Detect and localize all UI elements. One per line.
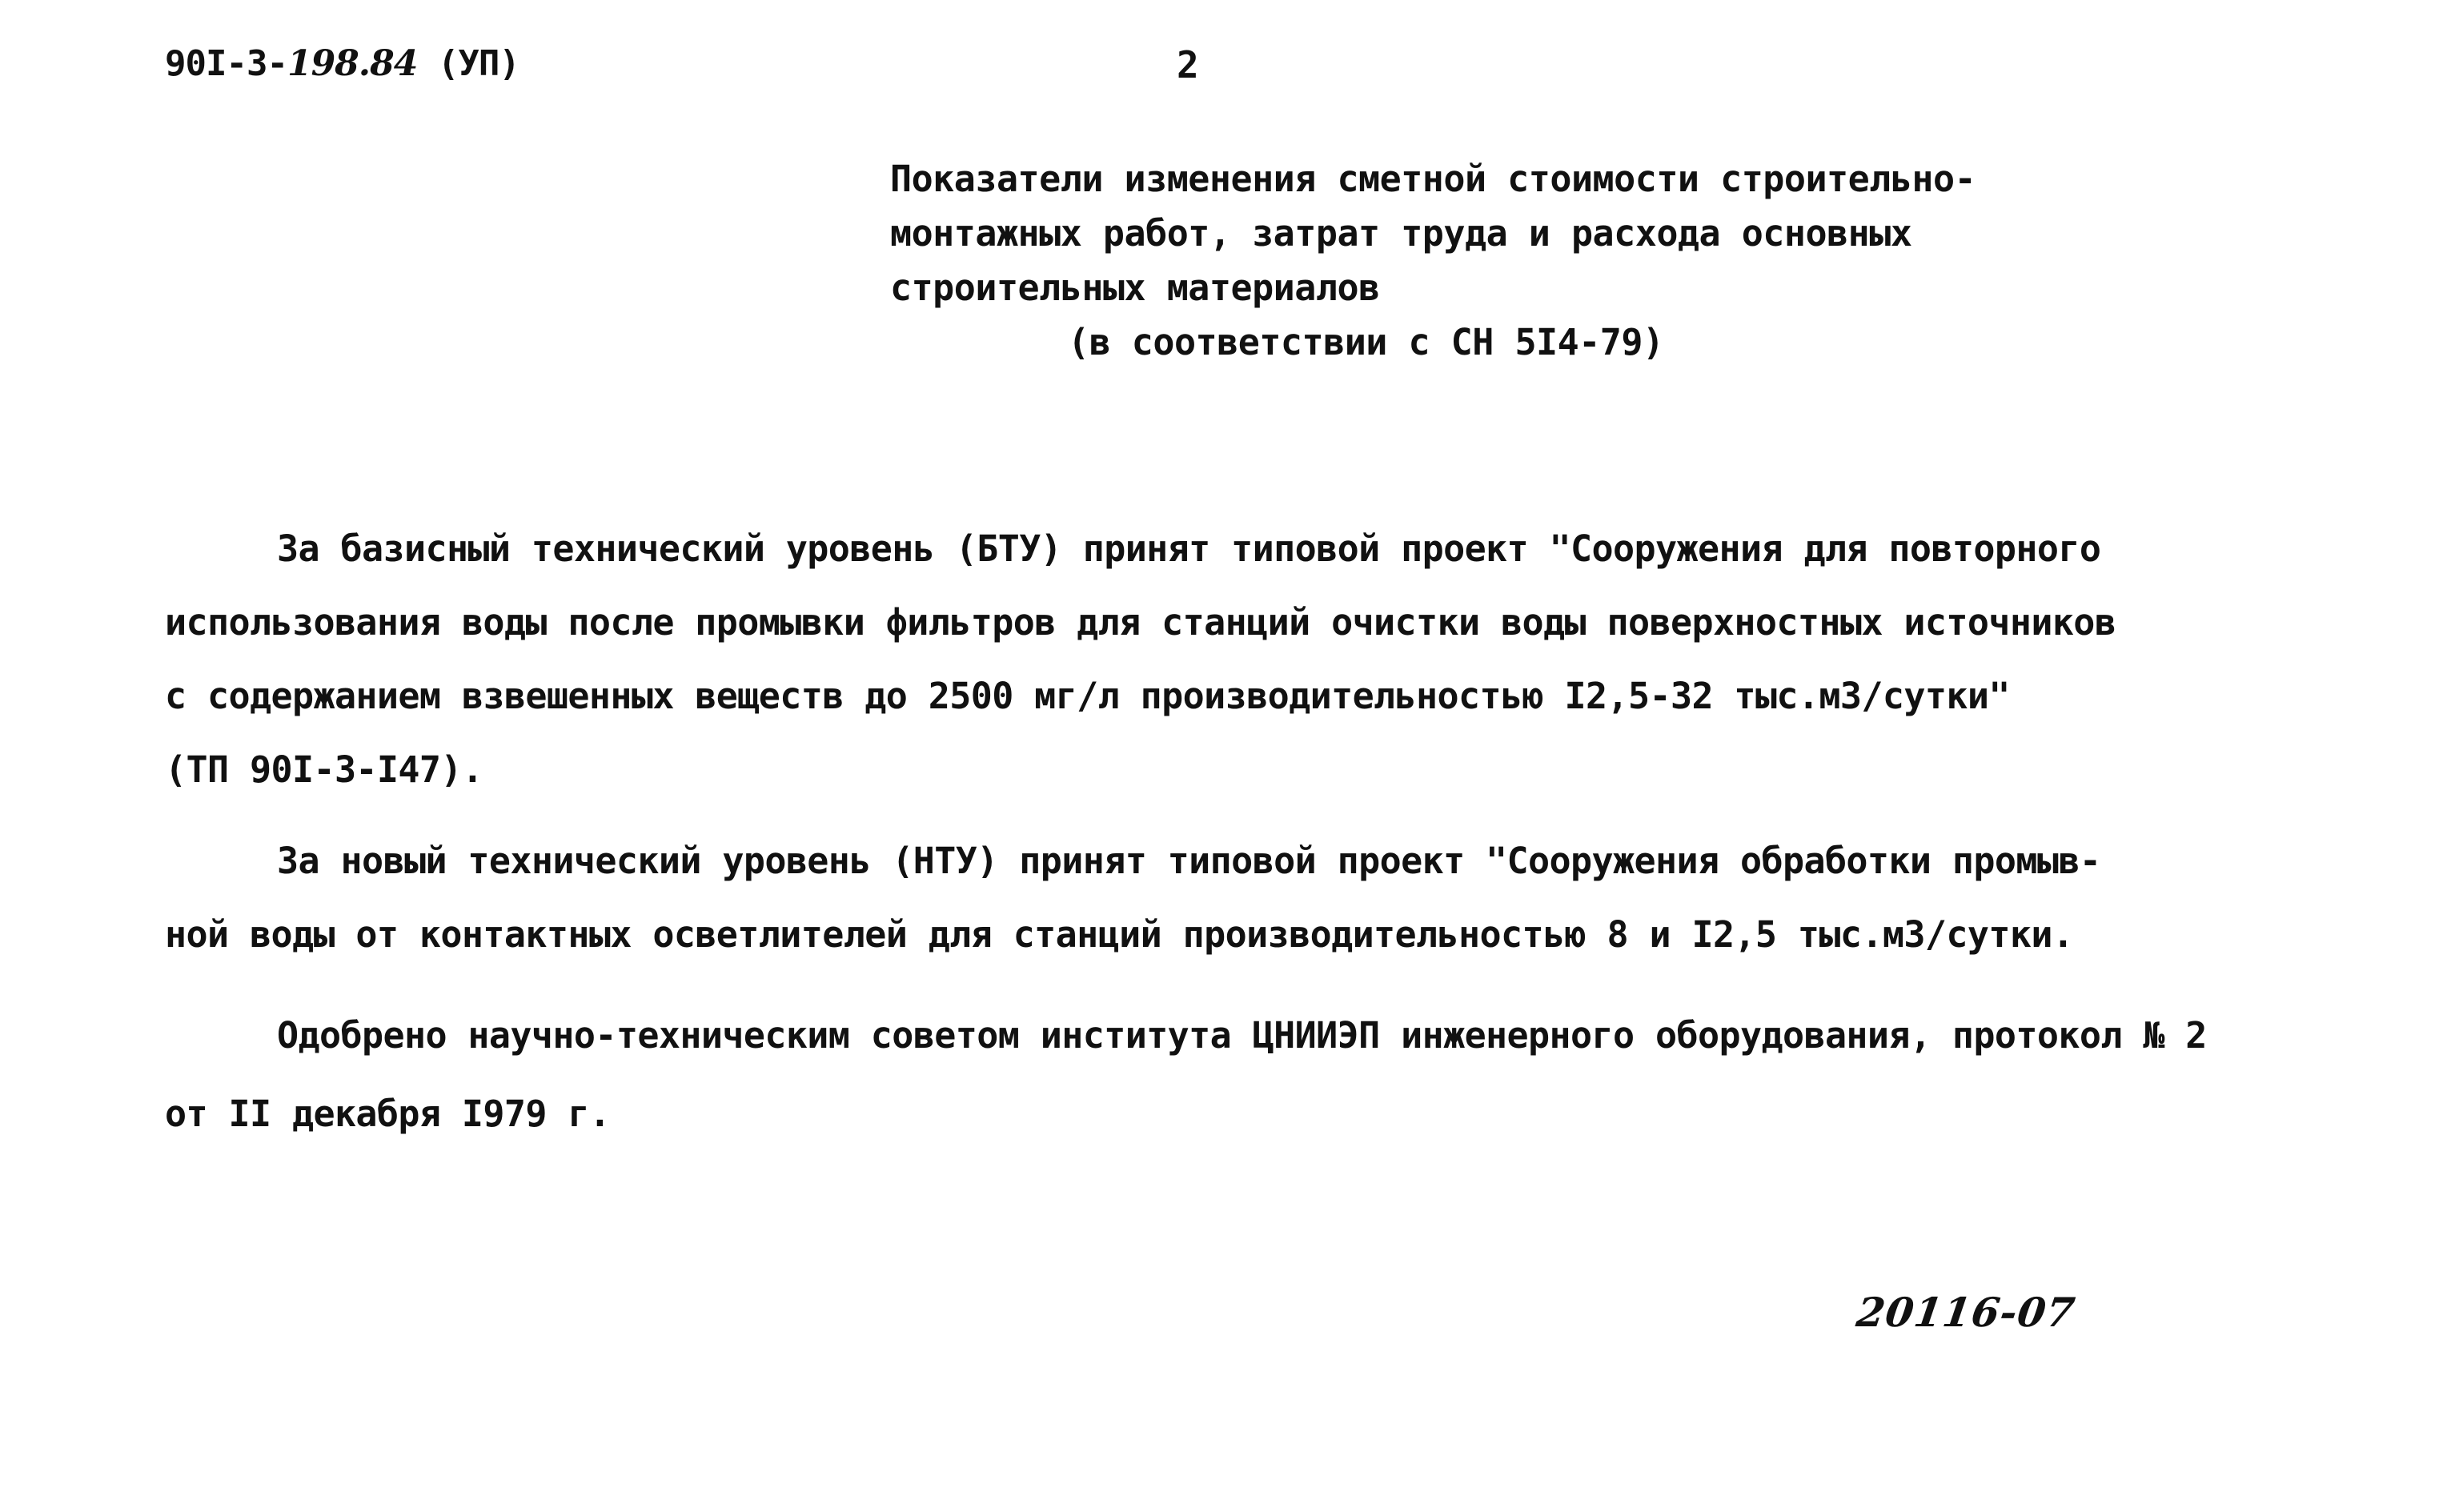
heading-line: строительных материалов (890, 267, 1380, 309)
heading-line: (в соответствии с СН 5I4-79) (1068, 321, 1664, 363)
paragraph-line: За базисный технический уровень (БТУ) принят типовой проект "Сооружения для повторного (277, 527, 2101, 570)
document-code (165, 43, 519, 84)
document-code-suffix: (УП) (417, 43, 519, 84)
paragraph-approval (165, 997, 2358, 1153)
page-number: 2 (1177, 43, 1199, 86)
inventory-number: 20116-07 (1853, 1289, 2079, 1336)
paragraph-line: За новый технический уровень (НТУ) принят типовой проект "Сооружения обработки промыв- (277, 840, 2101, 882)
document-code-prefix: 90I-3- (165, 43, 287, 84)
paragraph-line: Одобрено научно-техническим советом института ЦНИИЭП инженерного оборудования, протокол № 2 (277, 1014, 2207, 1057)
paragraph-line: использования воды после промывки фильтров для станций очистки воды поверхностных источников (165, 601, 2116, 644)
paragraph-line: ной воды от контактных осветлителей для станций производительностью 8 и I2,5 тыс.м3/сутки. (165, 913, 2074, 956)
heading-line: монтажных работ, затрат труда и расхода основных (890, 212, 1912, 255)
document-heading (890, 152, 2091, 370)
paragraph-line: от II декабря I979 г. (165, 1093, 611, 1135)
paragraph-base-level (165, 512, 2358, 807)
document-code-handwritten: 198.84 (287, 43, 418, 84)
paragraph-new-level (165, 824, 2358, 972)
heading-line: Показатели изменения сметной стоимости строительно- (890, 158, 1976, 200)
paragraph-line: с содержанием взвешенных веществ до 2500 мг/л производительностью I2,5-32 тыс.м3/сутки" (165, 675, 2010, 717)
paragraph-line: (ТП 90I-3-I47). (165, 748, 483, 791)
